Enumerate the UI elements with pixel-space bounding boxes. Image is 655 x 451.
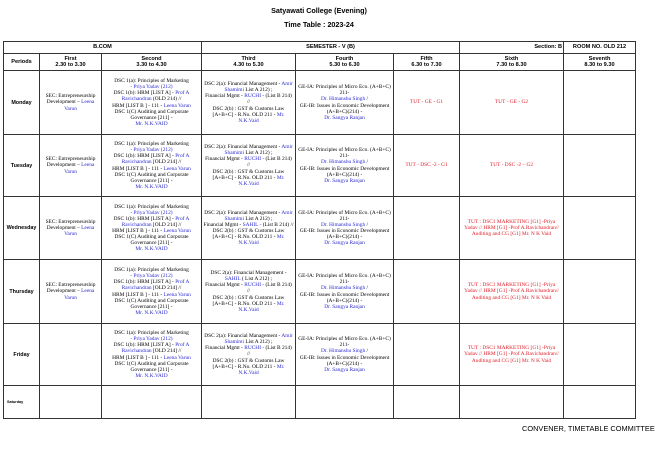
day-label: Saturday bbox=[4, 386, 40, 419]
period-6-cell: TUT : DSC1 MARKETING [G1] -Priya Yadav // HRM [G1] -Prof A.Ravichandran// Auditing and CG [G1] Mr. N K Vaid bbox=[460, 324, 564, 386]
day-row-friday bbox=[4, 324, 636, 386]
period-1-cell: SEC: Entrepreneurship Development – Leena Varun bbox=[40, 135, 102, 197]
empty-cell bbox=[564, 386, 636, 419]
period-7-cell bbox=[564, 324, 636, 386]
day-row-tuesday bbox=[4, 135, 636, 197]
day-label: Tuesday bbox=[4, 135, 40, 197]
period-2-cell: DSC 1(a): Principles of Marketing - Priya Yadav (212) DSC 1(b): HRM [LIST A] - Prof A Ravichandran [OLD 214] // HRM [LIST B ] - 111 - Leena Varun DSC 1(C) Auditing and Corporate Governance [211] - Mr. N.K.VAID bbox=[102, 197, 202, 260]
empty-cell bbox=[296, 386, 394, 419]
period-header-2: Second 3.30 to 4.30 bbox=[102, 54, 202, 71]
header-row-1 bbox=[4, 42, 636, 54]
period-7-cell bbox=[564, 135, 636, 197]
empty-cell bbox=[202, 386, 296, 419]
course-name: B.COM bbox=[4, 42, 202, 54]
period-header-5: Fifth 6.30 to 7.30 bbox=[394, 54, 460, 71]
period-4-cell: GE-IA: Principles of Micro Eco. (A+B+C) 211- Dr. Himanshu Singh / GE-IB: Issues in Economic Development (A+B+C)(214) - Dr. Sangya Ranjan bbox=[296, 135, 394, 197]
period-7-cell bbox=[564, 71, 636, 135]
period-6-cell: TUT - GE - G2 bbox=[460, 71, 564, 135]
period-4-cell: GE-IA: Principles of Micro Eco. (A+B+C) 211- Dr. Himanshu Singh / GE-IB: Issues in Economic Development (A+B+C)(214) - Dr. Sangya Ranjan bbox=[296, 197, 394, 260]
period-header-6: Sixth 7.30 to 8.30 bbox=[460, 54, 564, 71]
timetable-title: Time Table : 2023-24 bbox=[284, 20, 354, 29]
day-label: Wednesday bbox=[4, 197, 40, 260]
period-1-cell bbox=[40, 324, 102, 386]
period-5-cell bbox=[394, 197, 460, 260]
period-4-cell: GE-IA: Principles of Micro Eco. (A+B+C) 211- Dr. Himanshu Singh / GE-IB: Issues in Economic Development (A+B+C)(214) - Dr. Sangya Ranjan bbox=[296, 260, 394, 324]
header-row-2 bbox=[4, 54, 636, 71]
period-5-cell bbox=[394, 260, 460, 324]
day-row-wednesday bbox=[4, 197, 636, 260]
period-2-cell: DSC 1(a): Principles of Marketing - Priya Yadav (212) DSC 1(b): HRM [LIST A] - Prof A Ravichandran (OLD 214) // HRM [LIST B ] - 111 - Leena Varun DSC 1(C) Auditing and Corporate Governance [211] - Mr. N.K.VAID bbox=[102, 71, 202, 135]
period-1-cell: SEC: Entrepreneurship Development – Leena Varun bbox=[40, 260, 102, 324]
room-label: ROOM NO. OLD 212 bbox=[564, 42, 636, 54]
period-2-cell: DSC 1(a): Principles of Marketing - Priya Yadav (212) DSC 1(b): HRM [LIST A] - Prof A Ravichandran [OLD 214] // HRM [LIST B ] - 111 - Leena Varun DSC 1(C) Auditing and Corporate Governance [211] - Mr. N.K.VAID bbox=[102, 135, 202, 197]
period-header-1: First 2.30 to 3.30 bbox=[40, 54, 102, 71]
period-6-cell: TUT : DSC1 MARKETING [G1] -Priya Yadav // HRM [G1] -Prof A.Ravichandran// Auditing and CG [G1] Mr. N K Vaid bbox=[460, 260, 564, 324]
timetable bbox=[3, 41, 636, 419]
empty-cell bbox=[394, 386, 460, 419]
period-header-7: Seventh 8.30 to 9.30 bbox=[564, 54, 636, 71]
period-3-cell: DSC 2(a): Financial Management - Amir Shamimi List A 212) ; Financial Mgmt - SAHIL - (List B 214) // DSC 2(b) : GST & Customs Law [A+B+C] - R.No. OLD 211 - Mr. N.K.Vaid bbox=[202, 197, 296, 260]
period-header-3: Third 4.30 to 5.30 bbox=[202, 54, 296, 71]
day-label: Monday bbox=[4, 71, 40, 135]
convener-signature-line: CONVENER, TIMETABLE COMMITTEE bbox=[522, 424, 655, 433]
period-2-cell: DSC 1(a): Principles of Marketing - Priya Yadav (212) DSC 1(b): HRM [LIST A] - Prof A Ravichandran [OLD 214] // HRM [LIST B ] - 111 - Leena Varun DSC 1(C) Auditing and Corporate Governance [211] - Mr. N.K.VAID bbox=[102, 324, 202, 386]
period-3-cell: DSC 2(a): Financial Management - Amir Shamimi List A 212) ; Financial Mgmt - RUCHI - (List B 214) // DSC 2(b) : GST & Customs Law [A+B+C] - R.No. OLD 211 - Mr. N.K.Vaid bbox=[202, 135, 296, 197]
day-label: Friday bbox=[4, 324, 40, 386]
day-row-saturday bbox=[4, 386, 636, 419]
period-6-cell: TUT - DSC -2 – G2 bbox=[460, 135, 564, 197]
period-5-cell: TUT - DSC -2 - G1 bbox=[394, 135, 460, 197]
empty-cell bbox=[460, 386, 564, 419]
period-header-4: Fourth 5.30 to 6.30 bbox=[296, 54, 394, 71]
period-5-cell: TUT - GE - G1 bbox=[394, 71, 460, 135]
day-label: Thursday bbox=[4, 260, 40, 324]
period-2-cell: DSC 1(a): Principles of Marketing - Priya Yadav (212) DSC 1(b): HRM [LIST A] - Prof A Ravichandran [OLD 214] // HRM [LIST B ] - 111 - Leena Varun DSC 1(C) Auditing and Corporate Governance [211] - Mr. N.K.VAID bbox=[102, 260, 202, 324]
period-1-cell: SEC: Entrepreneurship Development – Leena Varun bbox=[40, 197, 102, 260]
period-7-cell bbox=[564, 197, 636, 260]
periods-label: Periods bbox=[4, 54, 40, 71]
period-4-cell: GE-IA: Principles of Micro Eco. (A+B+C) 211- Dr. Himanshu Singh / GE-IB: Issues in Economic Development (A+B+C)(214) - Dr. Sangya Ranjan bbox=[296, 71, 394, 135]
section-label: Section: B bbox=[460, 42, 564, 54]
day-row-monday bbox=[4, 71, 636, 135]
college-name: Satyawati College (Evening) bbox=[271, 6, 367, 15]
semester-label: SEMESTER - V (B) bbox=[202, 42, 460, 54]
period-3-cell: DSC 2(a): Financial Management - SAHIL ( List A 212) ; Financial Mgmt - RUCHI - (List B 214) // DSC 2(b) : GST & Customs Law [A+B+C] - R.No. OLD 211 - Mr. N.K.Vaid bbox=[202, 260, 296, 324]
period-3-cell: DSC 2(a): Financial Management - Amir Shamimi List A 212) ; Financial Mgmt - RUCHI - (List B 214) // DSC 2(b) : GST & Customs Law [A+B+C] - R.No. OLD 211 - Mr. N.K.Vaid bbox=[202, 71, 296, 135]
period-4-cell: GE-IA: Principles of Micro Eco. (A+B+C) 211- Dr. Himanshu Singh / GE-IB: Issues in Economic Development (A+B+C)(214) - Dr. Sangya Ranjan bbox=[296, 324, 394, 386]
day-row-thursday bbox=[4, 260, 636, 324]
period-3-cell: DSC 2(a): Financial Management - Amir Shamimi List A 212) ; Financial Mgmt - RUCHI - (List B 214) // DSC 2(b) : GST & Customs Law [A+B+C] - R.No. OLD 211 - Mr. N.K.Vaid bbox=[202, 324, 296, 386]
period-6-cell: TUT : DSC1 MARKETING [G1] -Priya Yadav // HRM [G1] -Prof A.Ravichandran// Auditing and CG [G1] Mr. N K Vaid bbox=[460, 197, 564, 260]
period-1-cell: SEC: Entrepreneurship Development – Leena Varun bbox=[40, 71, 102, 135]
empty-cell bbox=[40, 386, 102, 419]
period-7-cell bbox=[564, 260, 636, 324]
period-5-cell bbox=[394, 324, 460, 386]
empty-cell bbox=[102, 386, 202, 419]
